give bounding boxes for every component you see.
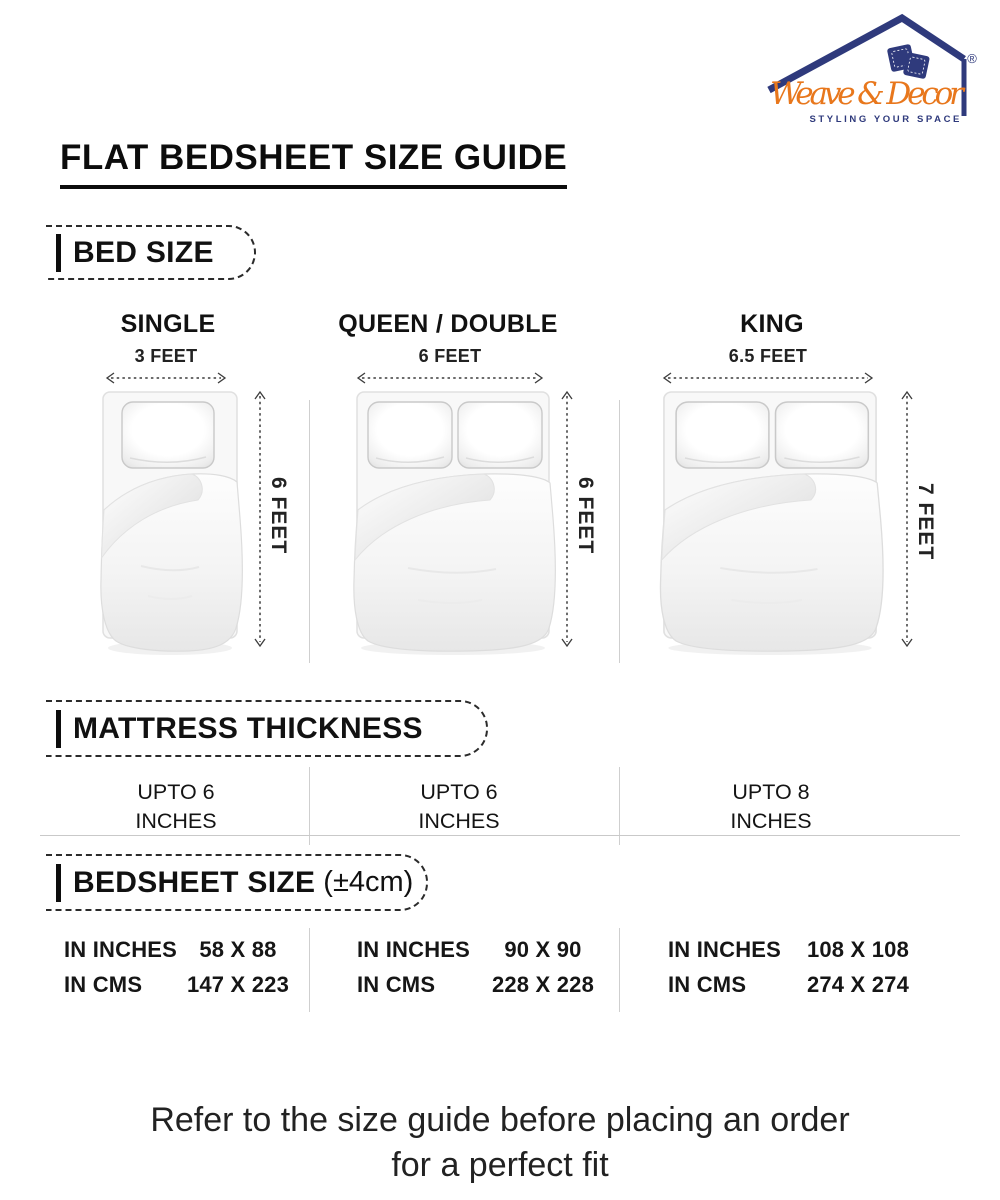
width-label-queen: 6 FEET (418, 346, 482, 366)
bedsheet-tolerance-label: (±4cm) (323, 866, 414, 898)
thickness-value-king (656, 778, 886, 836)
footer-line1: Refer to the size guide before placing an order (150, 1101, 850, 1139)
bed-name-queen: QUEEN / DOUBLE (338, 310, 558, 338)
length-label-king: 7 FEET (914, 483, 937, 561)
cms-label: IN CMS (668, 972, 747, 997)
width-arrow-king (660, 370, 876, 386)
bed-size-section-header (46, 225, 256, 280)
column-divider (309, 400, 310, 663)
brand-tagline: STYLING YOUR SPACE (809, 114, 962, 125)
bed-illustration-single (96, 388, 244, 660)
thickness-line2: INCHES (135, 809, 217, 833)
brand-name: Weave & Decor (770, 76, 964, 112)
thickness-value-queen (344, 778, 574, 836)
thickness-value-single (61, 778, 291, 836)
section-rule (40, 835, 960, 836)
mattress-thickness-label: MATTRESS THICKNESS (73, 711, 423, 745)
cms-label: IN CMS (64, 972, 143, 997)
footer-line2: for a perfect fit (391, 1146, 609, 1184)
bed-name-single: SINGLE (120, 310, 216, 338)
width-arrow-single (103, 370, 229, 386)
column-divider (619, 767, 620, 845)
header-accent-bar (56, 710, 61, 748)
cms-value-king: 274 X 274 (806, 972, 910, 997)
column-divider (309, 767, 310, 845)
length-label-single: 6 FEET (267, 477, 290, 555)
mattress-thickness-section-header (46, 700, 488, 757)
inches-value-queen: 90 X 90 (504, 937, 582, 962)
header-accent-bar (56, 864, 61, 902)
length-arrow-king (900, 388, 914, 650)
bed-name-king: KING (740, 310, 804, 338)
cms-value-queen: 228 X 228 (491, 972, 595, 997)
bed-illustration-king (654, 388, 886, 660)
registered-mark: ® (967, 51, 977, 66)
column-divider (619, 928, 620, 1012)
length-label-queen: 6 FEET (574, 477, 597, 555)
bedsheet-size-section-header (46, 854, 428, 911)
header-accent-bar (56, 234, 61, 272)
cms-value-single: 147 X 223 (186, 972, 290, 997)
inches-label: IN INCHES (64, 937, 178, 962)
thickness-line2: INCHES (730, 809, 812, 833)
bed-illustration-queen (348, 388, 558, 660)
inches-value-single: 58 X 88 (199, 937, 277, 962)
page-title: FLAT BEDSHEET SIZE GUIDE (60, 138, 567, 189)
width-label-king: 6.5 FEET (728, 346, 808, 366)
inches-label: IN INCHES (357, 937, 471, 962)
column-divider (619, 400, 620, 663)
inches-label: IN INCHES (668, 937, 782, 962)
logo-graphic (763, 10, 977, 128)
width-label-single: 3 FEET (134, 346, 198, 366)
width-arrow-queen (354, 370, 546, 386)
bedsheet-size-label: BEDSHEET SIZE (73, 865, 316, 899)
pillows-icon (887, 44, 930, 79)
footer-note (0, 1098, 1000, 1188)
column-divider (309, 928, 310, 1012)
thickness-line2: INCHES (418, 809, 500, 833)
length-arrow-single (253, 388, 267, 650)
thickness-line1: UPTO 6 (420, 780, 498, 804)
inches-value-king: 108 X 108 (806, 937, 910, 962)
thickness-line1: UPTO 8 (732, 780, 810, 804)
brand-logo (763, 10, 977, 128)
cms-label: IN CMS (357, 972, 436, 997)
length-arrow-queen (560, 388, 574, 650)
bed-size-label: BED SIZE (73, 235, 214, 269)
thickness-line1: UPTO 6 (137, 780, 215, 804)
